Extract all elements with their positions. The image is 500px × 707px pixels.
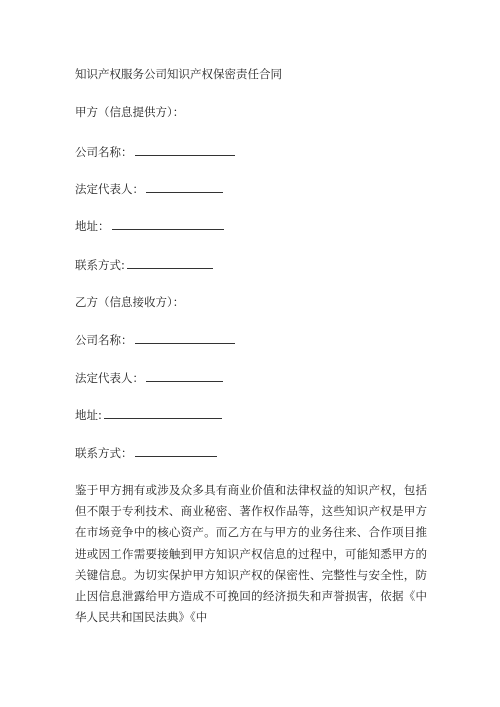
party-b-company-label: 公司名称： [75, 333, 133, 347]
party-a-rep-label: 法定代表人： [75, 182, 144, 196]
party-b-company-blank[interactable] [135, 331, 235, 344]
contract-body-paragraph: 鉴于甲方拥有或涉及众多具有商业价值和法律权益的知识产权，包括但不限于专利技术、商业秘密、著作权作品等，这些知识产权是甲方在市场竞争中的核心资产。而乙方在与甲方的业务往来、合作项目推进或因工作需要接触到甲方知识产权信息的过程中，可能知悉甲方的关键信息。为切实保护甲方知识产权的保密性、完整性与安全性，防止因信息泄露给甲方造成不可挽回的经济损失和声誉损害，依据《中华人民共和国民法典》《中 [75, 483, 427, 625]
party-b-rep-field [75, 369, 223, 386]
party-a-address-field [75, 217, 224, 234]
party-b-address-blank[interactable] [104, 406, 222, 419]
party-a-rep-blank[interactable] [146, 180, 223, 193]
party-a-rep-field [75, 180, 223, 197]
party-b-company-field [75, 331, 235, 348]
party-a-company-field [75, 143, 235, 160]
party-b-heading: 乙方（信息接收方）： [75, 295, 185, 309]
party-b-contact-label: 联系方式： [75, 446, 133, 460]
party-b-contact-field [75, 444, 217, 461]
party-a-heading: 甲方（信息提供方）： [75, 105, 185, 119]
party-a-company-blank[interactable] [135, 143, 235, 156]
party-b-address-label: 地址: [75, 408, 102, 422]
party-a-contact-label: 联系方式: [75, 258, 125, 272]
contract-title: 知识产权服务公司知识产权保密责任合同 [75, 67, 282, 81]
party-b-address-field [75, 406, 222, 423]
party-b-rep-label: 法定代表人： [75, 371, 144, 385]
party-a-contact-field [75, 256, 213, 273]
party-a-contact-blank[interactable] [127, 256, 213, 269]
party-b-contact-blank[interactable] [135, 444, 217, 457]
party-a-company-label: 公司名称： [75, 145, 133, 159]
party-b-rep-blank[interactable] [146, 369, 223, 382]
party-a-address-label: 地址： [75, 219, 110, 233]
party-a-address-blank[interactable] [112, 217, 224, 230]
